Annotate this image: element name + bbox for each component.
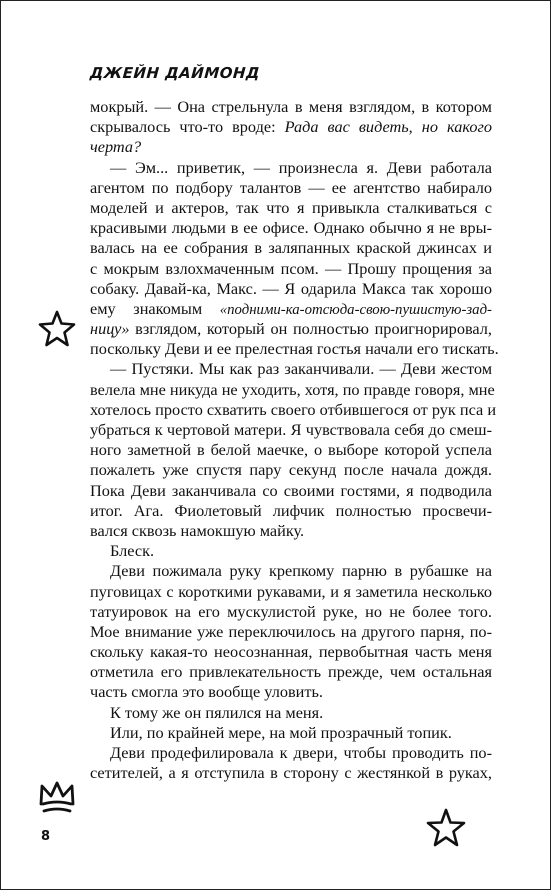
text-line: агентом по подбору талантов — ее агентство набирало xyxy=(90,177,492,197)
text-line: татуировок на его мускулистой руке, но не более того. xyxy=(90,601,492,621)
text-line: с мокрым взлохмаченным псом. — Прошу прощения за xyxy=(90,258,492,278)
page-number: 8 xyxy=(41,829,51,844)
text-line: — Эм... приветик, — произнесла я. Деви работала xyxy=(110,157,492,177)
text-line: — Пустяки. Мы как раз заканчивали. — Деви жестом xyxy=(110,359,492,379)
text-line: Мое внимание уже переключилось на другого парня, по- xyxy=(90,621,492,641)
text-line: Деви продефилировала к двери, чтобы проводить по- xyxy=(110,743,492,762)
star-icon xyxy=(37,309,77,349)
text-line: мокрый. — Она стрельнула в меня взглядом, в котором xyxy=(90,97,492,116)
text-line: пожалеть уже спустя пару секунд после начала дождя. xyxy=(90,460,492,480)
text-line: валась на ее собрания в заляпанных краской джинсах и xyxy=(90,238,492,258)
running-head: ДЖЕЙН ДАЙМОНД xyxy=(89,64,261,82)
text-line: скрывалось что-то вроде: Рада вас видеть, но какого xyxy=(90,117,492,137)
text-line: Пока Деви заканчивала со своими гостями, я подводила xyxy=(90,480,492,500)
emphasis-text: Рада вас видеть, но какого xyxy=(284,117,492,137)
text-line: ницу» взглядом, который он полностью проигнорировал, xyxy=(90,319,492,339)
text-line xyxy=(90,137,492,157)
emphasis-text: черта? xyxy=(90,137,142,157)
text-line: К тому же он пялился на меня. xyxy=(110,702,324,722)
text-line: сетителей, а я отступила в сторону с жестянкой в руках, xyxy=(90,763,492,783)
text-line: ему знакомым «подними-ка-отсюда-свою-пушистую-зад- xyxy=(90,298,492,318)
text-line: моделей и актеров, так что я привыкла сталкиваться с xyxy=(90,197,492,217)
star-icon xyxy=(425,807,467,849)
text-line: собаку. Давай-ка, Макс. — Я одарила Макса так хорошо xyxy=(90,278,492,298)
crown-icon xyxy=(37,780,77,818)
emphasis-text: ницу» xyxy=(90,319,130,339)
text-line: хотелось просто схватить своего отбившегося от рук пса и xyxy=(90,399,497,419)
text-line: красивыми людьми в ее офисе. Однако обычно я не вры- xyxy=(90,218,492,238)
text-line: ного заметной в белой маечке, о выборе которой успела xyxy=(90,440,492,460)
text-line: Блеск. xyxy=(110,541,155,561)
text-line: итог. Ага. Фиолетовый лифчик полностью просвечи- xyxy=(90,500,492,520)
text-line: велела мне никуда не уходить, хотя, по правде говоря, мне xyxy=(90,379,495,399)
text-line: Деви пожимала руку крепкому парню в рубашке на xyxy=(110,561,492,581)
text-line: часть смогла это вообще уловить. xyxy=(90,682,323,702)
text-line: поскольку Деви и ее прелестная гостья начали его тискать. xyxy=(90,339,499,359)
text-line: скольку какая-то неосознанная, первобытная часть меня xyxy=(90,642,492,662)
text-line: Или, по крайней мере, на мой прозрачный топик. xyxy=(110,722,452,742)
text-line: пуговицах с короткими рукавами, и я заметила несколько xyxy=(90,581,492,601)
text-line: убраться к чертовой матери. Я чувствовала себя до смеш- xyxy=(90,420,492,439)
text-line: отметила его привлекательность прежде, чем остальная xyxy=(90,662,492,682)
emphasis-text: «подними-ка-отсюда-свою-пушистую-зад- xyxy=(219,301,492,318)
body-text xyxy=(90,97,499,783)
text-line: вался сквозь намокшую майку. xyxy=(90,520,305,540)
